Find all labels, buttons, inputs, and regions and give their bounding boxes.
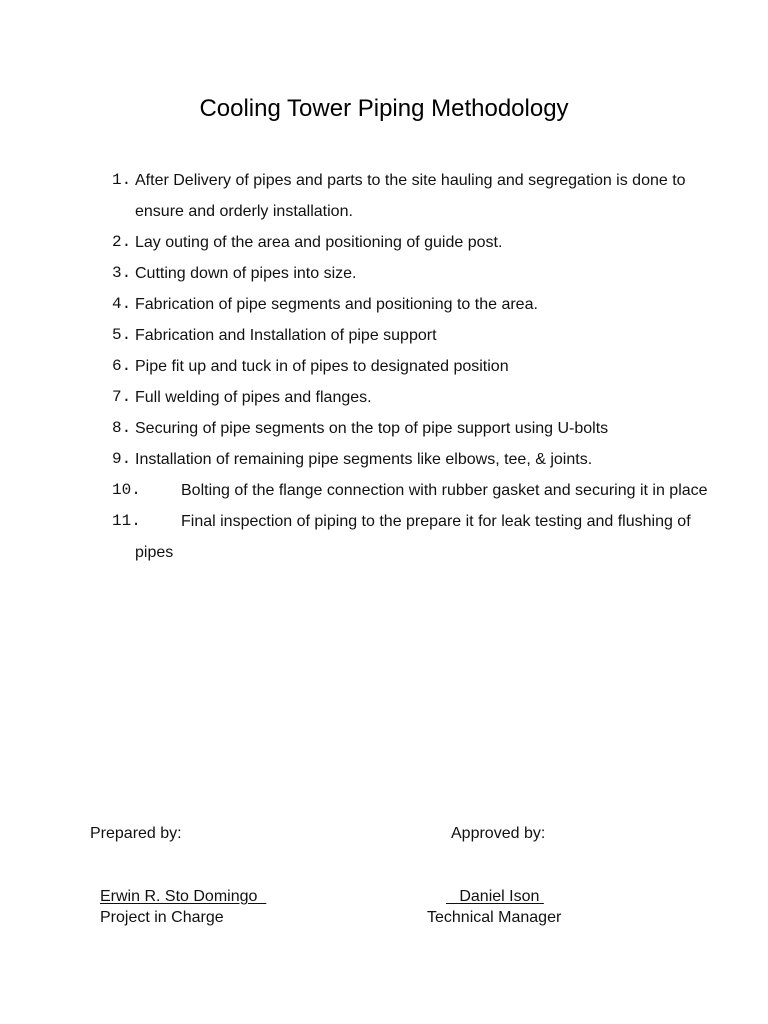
step-text: Pipe fit up and tuck in of pipes to designated position [135,358,509,375]
step-item [112,506,712,568]
step-number: 7. [112,388,132,406]
step-number: 4. [112,295,132,313]
step-number: 3. [112,264,132,282]
prepared-by-label: Prepared by: [90,825,182,842]
step-item [112,289,712,320]
step-number: 6. [112,357,132,375]
step-number: 9. [112,450,132,468]
step-text: Installation of remaining pipe segments like elbows, tee, & joints. [135,451,593,468]
approved-by-name: Daniel Ison [446,888,544,905]
step-text: Lay outing of the area and positioning of guide post. [135,234,503,251]
step-number: 10. [112,481,141,499]
step-item [112,320,712,351]
step-item [112,227,712,258]
step-text: Fabrication of pipe segments and positioning to the area. [135,296,538,313]
step-item [112,258,712,289]
approved-by-label: Approved by: [451,825,546,842]
step-number: 8. [112,419,132,437]
step-text: Securing of pipe segments on the top of pipe support using U-bolts [135,420,609,437]
step-text: Fabrication and Installation of pipe support [135,327,437,344]
step-text: Full welding of pipes and flanges. [135,389,372,406]
methodology-steps [112,165,712,568]
step-item [112,413,712,444]
step-number: 2. [112,233,132,251]
prepared-by-role: Project in Charge [100,909,224,926]
approved-by-role: Technical Manager [427,909,562,926]
step-item [112,382,712,413]
step-text: Final inspection of piping to the prepare it for leak testing and flushing of pipes [135,513,691,561]
step-number: 1. [112,171,132,189]
step-text: Bolting of the flange connection with rubber gasket and securing it in place [181,482,708,499]
step-item [112,351,712,382]
step-item [112,444,712,475]
document-title: Cooling Tower Piping Methodology [199,95,569,122]
step-item [112,475,712,506]
step-number: 5. [112,326,132,344]
step-text: Cutting down of pipes into size. [135,265,357,282]
step-item [112,165,712,227]
step-text: After Delivery of pipes and parts to the site hauling and segregation is done to ensure and orderly installation. [135,172,686,220]
prepared-by-name: Erwin R. Sto Domingo [100,888,267,905]
step-number: 11. [112,512,141,530]
